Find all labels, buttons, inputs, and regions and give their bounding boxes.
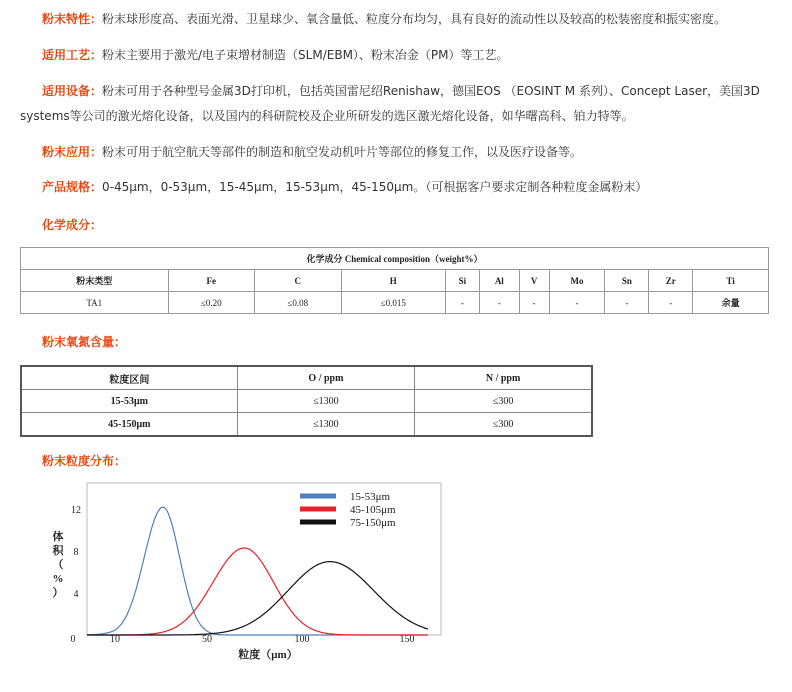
table-cell: ≤0.015 (341, 292, 445, 314)
x-tick-label: 0 (70, 634, 76, 645)
spec-text: 0-45μm，0-53μm，15-45μm，15-53μm，45-150μm。（可根据客户要求定制各种粒度金属粉末） (102, 180, 648, 194)
x-axis-label: 粒度（μm） (238, 649, 298, 661)
equipment-text-continued: systems等公司的激光熔化设备，以及国内的科研院校及企业所研发的选区激光熔化设备，如华曙高科、铂力特等。 (20, 109, 634, 123)
y-axis-label: 体积（%） (52, 531, 64, 599)
table-cell: 45-150μm (21, 413, 237, 437)
features-label: 粉末特性： (42, 12, 103, 26)
x-tick-label: 50 (202, 634, 212, 645)
table-row (21, 390, 592, 413)
process-paragraph (42, 47, 509, 63)
legend-swatch (300, 507, 336, 512)
table-header-row (21, 270, 769, 292)
features-text: 粉末球形度高、表面光滑、卫星球少、氧含量低、粒度分布均匀，具有良好的流动性以及较高的松装密度和振实密度。 (102, 12, 727, 26)
table-cell: TA1 (21, 292, 169, 314)
header-cell: Zr (649, 270, 693, 292)
equipment-paragraph (42, 83, 760, 99)
table-cell: - (445, 292, 479, 314)
table-caption: 化学成分 Chemical composition（weight%） (21, 248, 769, 270)
oxygen-nitrogen-table (20, 365, 593, 437)
legend-label: 15-53μm (350, 491, 391, 503)
y-tick-label: 4 (73, 589, 79, 601)
x-tick-labels (71, 634, 415, 645)
application-label: 粉末应用： (42, 145, 103, 159)
chemical-heading: 化学成分： (42, 218, 103, 232)
table-row (21, 413, 592, 437)
table-cell: ≤0.20 (168, 292, 255, 314)
header-cell: Ti (693, 270, 769, 292)
table-header-row (21, 366, 592, 390)
application-text: 粉末可用于航空航天等部件的制造和航空发动机叶片等部位的修复工作，以及医疗设备等。 (102, 145, 583, 159)
y-tick-labels (71, 505, 81, 600)
distribution-heading: 粉末粒度分布： (42, 454, 127, 468)
table-cell: - (649, 292, 693, 314)
chemical-composition-table (20, 247, 769, 314)
header-cell: H (341, 270, 445, 292)
application-paragraph (42, 144, 582, 160)
process-text: 粉末主要用于激光/电子束增材制造（SLM/EBM）、粉末冶金（PM）等工艺。 (102, 48, 509, 62)
table-cell: ≤1300 (237, 413, 415, 437)
legend-swatch (300, 520, 336, 525)
table-cell: - (479, 292, 519, 314)
header-cell: C (255, 270, 342, 292)
oxygen-heading: 粉末氧氮含量： (42, 335, 127, 349)
features-paragraph (42, 11, 726, 27)
table-cell: ≤0.08 (255, 292, 342, 314)
table-cell: 余量 (693, 292, 769, 314)
header-cell: Mo (549, 270, 605, 292)
table-caption-row (21, 248, 769, 270)
legend-label: 45-105μm (350, 504, 396, 516)
table-cell: - (605, 292, 649, 314)
x-tick-label: 150 (399, 634, 415, 645)
x-tick-label: 100 (294, 634, 310, 645)
header-cell: 粉末类型 (21, 270, 169, 292)
table-cell: ≤300 (415, 413, 592, 437)
table-cell: ≤1300 (237, 390, 415, 413)
table-cell: ≤300 (415, 390, 592, 413)
legend-swatch (300, 494, 336, 499)
header-cell: Fe (168, 270, 255, 292)
header-cell: O / ppm (237, 366, 415, 390)
header-cell: Si (445, 270, 479, 292)
process-label: 适用工艺： (42, 48, 103, 62)
legend-label: 75-150μm (350, 517, 396, 529)
header-cell: 粒度区间 (21, 366, 237, 390)
x-tick-label: 10 (110, 634, 120, 645)
y-tick-label: 12 (71, 505, 81, 517)
equipment-label: 适用设备： (42, 84, 103, 98)
header-cell: Sn (605, 270, 649, 292)
table-row (21, 292, 769, 314)
table-cell: 15-53μm (21, 390, 237, 413)
particle-size-chart (40, 478, 460, 668)
table-cell: - (549, 292, 605, 314)
header-cell: N / ppm (415, 366, 592, 390)
y-tick-label: 8 (73, 547, 79, 559)
table-cell: - (519, 292, 549, 314)
header-cell: V (519, 270, 549, 292)
equipment-text: 粉末可用于各种型号金属3D打印机，包括英国雷尼绍Renishaw，德国EOS （EOSINT M 系列）、Concept Laser，美国3D (102, 84, 760, 98)
spec-paragraph (42, 179, 647, 195)
spec-label: 产品规格： (42, 180, 103, 194)
header-cell: Al (479, 270, 519, 292)
